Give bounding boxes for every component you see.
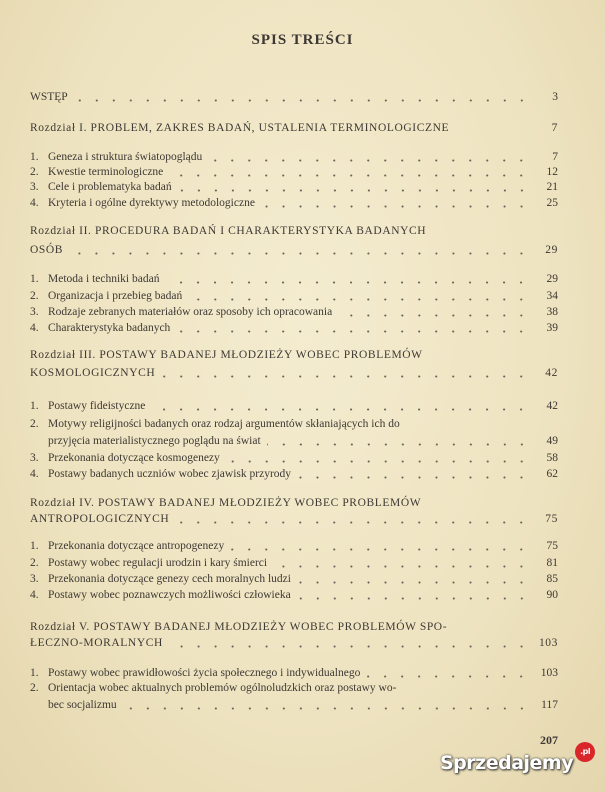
item-number: 3. xyxy=(30,306,39,318)
dot-leader xyxy=(188,298,530,301)
chapter-title: Rozdział IV. POSTAWY BADANEJ MŁODZIEŻY WOBEC PROBLEMÓW xyxy=(30,497,422,509)
dot-leader xyxy=(69,252,530,255)
item-title: bec socjalizmu xyxy=(48,699,117,711)
watermark-logo xyxy=(440,747,591,774)
dot-leader xyxy=(230,548,530,551)
page-number: 207 xyxy=(540,733,558,747)
chapter-page: 75 xyxy=(545,513,558,525)
item-number: 2. xyxy=(30,557,39,569)
chapter-page: 7 xyxy=(551,122,558,134)
item-page: 34 xyxy=(546,290,558,302)
item-title: Cele i problematyka badań xyxy=(48,181,172,193)
toc-item xyxy=(30,180,558,195)
chapter-heading-cont xyxy=(30,636,558,651)
item-number: 2. xyxy=(30,166,39,178)
dot-leader xyxy=(151,408,530,411)
toc-item-cont xyxy=(30,434,558,449)
toc-item xyxy=(30,572,558,587)
chapter-heading xyxy=(30,224,558,239)
chapter-title: KOSMOLOGICZNYCH xyxy=(30,367,156,379)
toc-item xyxy=(30,272,558,287)
toc-item xyxy=(30,451,558,466)
toc-item xyxy=(30,289,558,304)
toc-entry-wstep xyxy=(30,90,558,105)
toc-item xyxy=(30,588,558,603)
item-title: Geneza i struktura światopoglądu xyxy=(48,151,203,163)
item-page: 49 xyxy=(546,435,558,447)
chapter-heading-cont xyxy=(30,366,558,381)
dot-leader xyxy=(208,159,530,162)
item-number: 3. xyxy=(30,452,39,464)
item-title: Przekonania dotyczące genezy cech moralnych ludzi xyxy=(48,573,291,585)
item-title: Rodzaje zebranych materiałów oraz sposoby ich opracowania xyxy=(48,306,333,318)
item-title: Kryteria i ogólne dyrektywy metodologiczne xyxy=(48,197,255,209)
item-title: Kwestie terminologiczne xyxy=(48,166,164,178)
dot-leader xyxy=(297,597,530,600)
item-title: Przekonania dotyczące kosmogenezy xyxy=(48,452,220,464)
dot-leader xyxy=(178,189,530,192)
dot-leader xyxy=(175,521,530,524)
item-page: 103 xyxy=(540,667,558,679)
chapter-heading-cont xyxy=(30,512,558,527)
toc-item xyxy=(30,417,558,432)
item-page: 38 xyxy=(546,306,558,318)
entry-page: 3 xyxy=(552,91,558,103)
chapter-heading-cont xyxy=(30,243,558,258)
item-number: 3. xyxy=(30,573,39,585)
item-title: Postawy wobec prawidłowości życia społecznego i indywidualnego xyxy=(48,667,361,679)
item-title: przyjęcia materialistycznego poglądu na świat xyxy=(48,435,261,447)
chapter-title: Rozdział II. PROCEDURA BADAŃ I CHARAKTERYSTYKA BADANYCH xyxy=(30,225,427,237)
item-page: 39 xyxy=(546,322,558,334)
chapter-title: Rozdział V. POSTAWY BADANEJ MŁODZIEŻY WOBEC PROBLEMÓW SPO- xyxy=(30,621,448,633)
toc-item xyxy=(30,305,558,320)
dot-leader xyxy=(297,581,530,584)
item-page: 117 xyxy=(541,699,558,711)
item-page: 75 xyxy=(546,540,558,552)
item-number: 1. xyxy=(30,540,39,552)
item-title: Postawy wobec poznawczych możliwości człowieka xyxy=(48,589,291,601)
item-title: Motywy religijności badanych oraz rodzaj argumentów skłaniających ich do xyxy=(48,418,400,430)
item-number: 4. xyxy=(30,468,39,480)
dot-leader xyxy=(74,99,530,102)
item-title: Organizacja i przebieg badań xyxy=(48,290,183,302)
item-number: 3. xyxy=(30,181,39,193)
toc-item xyxy=(30,666,558,681)
toc-item xyxy=(30,467,558,482)
toc-item xyxy=(30,150,558,165)
item-page: 25 xyxy=(546,197,558,209)
item-number: 1. xyxy=(30,151,39,163)
item-number: 4. xyxy=(30,589,39,601)
item-page: 42 xyxy=(546,400,558,412)
item-page: 7 xyxy=(552,151,558,163)
dot-leader xyxy=(161,375,530,378)
item-page: 58 xyxy=(546,452,558,464)
watermark-text: Sprzedajemy xyxy=(440,752,574,774)
item-page: 85 xyxy=(546,573,558,585)
item-page: 62 xyxy=(546,468,558,480)
item-number: 2. xyxy=(30,290,39,302)
chapter-title: Rozdział III. POSTAWY BADANEJ MŁODZIEŻY WOBEC PROBLEMÓW xyxy=(30,349,423,361)
toc-item xyxy=(30,196,558,211)
item-number: 1. xyxy=(30,273,39,285)
item-title: Postawy fideistyczne xyxy=(48,400,146,412)
item-number: 2. xyxy=(30,418,39,430)
chapter-heading xyxy=(30,620,558,635)
toc-title: SPIS TREŚCI xyxy=(251,32,354,48)
dot-leader xyxy=(267,443,530,446)
dot-leader xyxy=(165,281,530,284)
item-title: Metoda i techniki badań xyxy=(48,273,160,285)
toc-item xyxy=(30,165,558,180)
item-page: 90 xyxy=(546,589,558,601)
watermark-badge: .pl xyxy=(575,742,595,762)
chapter-heading xyxy=(30,348,558,363)
chapter-title: Rozdział I. PROBLEM, ZAKRES BADAŃ, USTALENIA TERMINOLOGICZNE xyxy=(30,122,450,134)
dot-leader xyxy=(169,174,530,177)
chapter-page: 29 xyxy=(545,244,558,256)
chapter-title: ANTROPOLOGICZNYCH xyxy=(30,513,170,525)
dot-leader xyxy=(261,205,530,208)
chapter-title: OSÓB xyxy=(30,244,64,256)
item-number: 1. xyxy=(30,667,39,679)
toc-item xyxy=(30,681,558,696)
entry-label: WSTĘP xyxy=(30,91,68,103)
dot-leader xyxy=(123,707,530,710)
toc-item xyxy=(30,399,558,414)
dot-leader xyxy=(169,645,530,648)
dot-leader xyxy=(176,330,530,333)
dot-leader xyxy=(226,460,530,463)
item-title: Przekonania dotyczące antropogenezy xyxy=(48,540,225,552)
item-title: Orientacja wobec aktualnych problemów ogólnoludzkich oraz postawy wo- xyxy=(48,682,397,694)
item-title: Charakterystyka badanych xyxy=(48,322,171,334)
toc-item-cont xyxy=(30,698,558,713)
toc-item xyxy=(30,321,558,336)
item-number: 2. xyxy=(30,682,39,694)
chapter-heading xyxy=(30,496,558,511)
item-page: 29 xyxy=(546,273,558,285)
item-title: Postawy badanych uczniów wobec zjawisk przyrody xyxy=(48,468,292,480)
toc-item xyxy=(30,539,558,554)
dot-leader xyxy=(338,314,530,317)
chapter-page: 42 xyxy=(545,367,558,379)
item-number: 1. xyxy=(30,400,39,412)
dot-leader xyxy=(273,565,530,568)
item-number: 4. xyxy=(30,197,39,209)
item-page: 12 xyxy=(546,166,558,178)
dot-leader xyxy=(366,675,530,678)
chapter-title: ŁECZNO-MORALNYCH xyxy=(30,637,163,649)
item-page: 81 xyxy=(546,557,558,569)
dot-leader xyxy=(297,476,530,479)
toc-item xyxy=(30,556,558,571)
chapter-page: 103 xyxy=(538,637,558,649)
item-page: 21 xyxy=(546,181,558,193)
chapter-heading xyxy=(30,121,558,136)
item-title: Postawy wobec regulacji urodzin i kary śmierci xyxy=(48,557,268,569)
item-number: 4. xyxy=(30,322,39,334)
